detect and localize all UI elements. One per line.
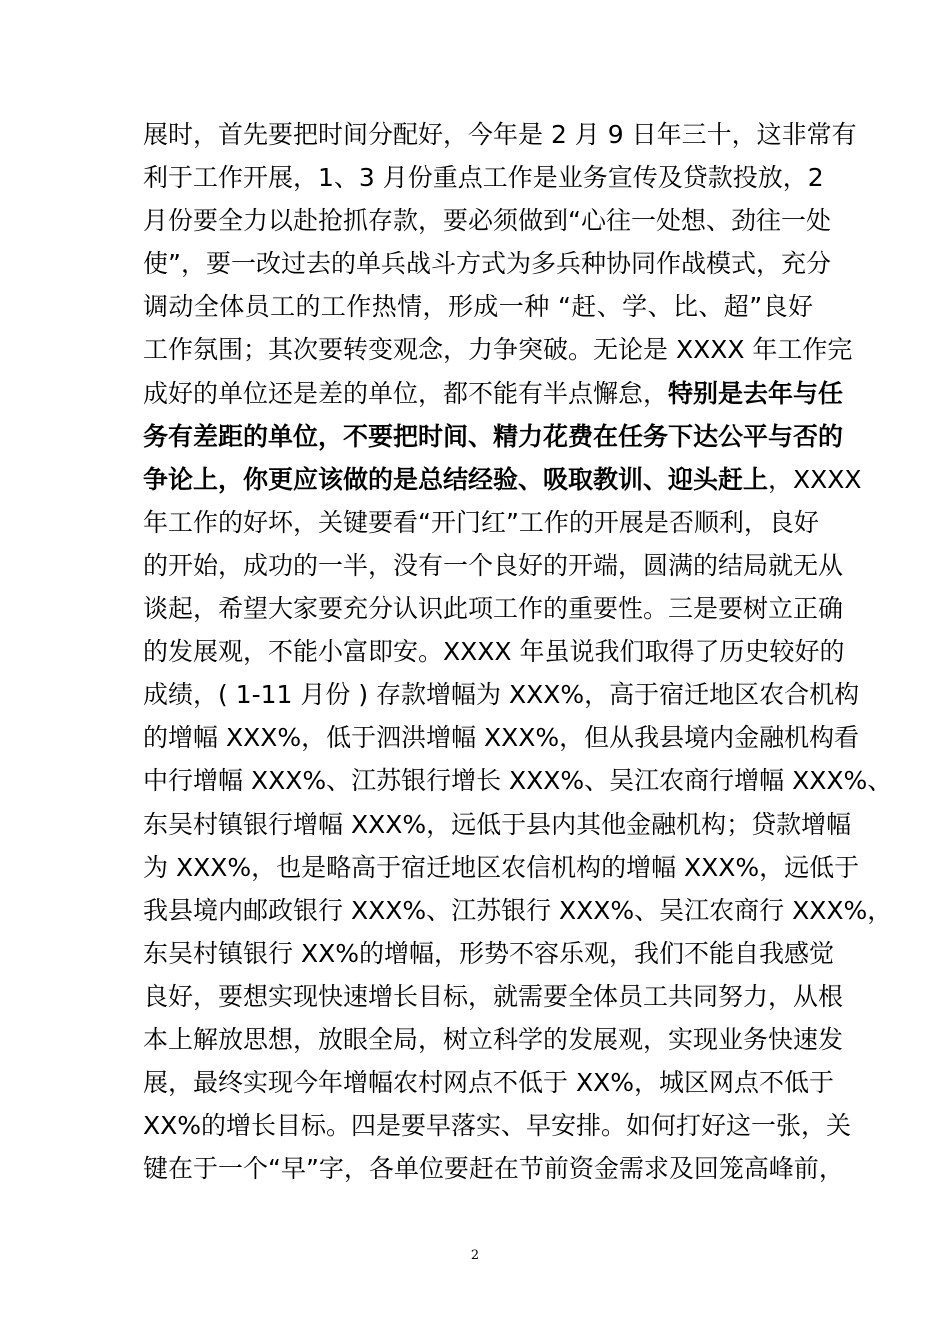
text-line: 月份要全力以赴抢抓存款，要必须做到“心往一处想、劲往一处 (143, 206, 831, 236)
text-line: 的开始，成功的一半，没有一个良好的开端，圆满的结局就无从 (143, 550, 844, 580)
text-line: 中行增幅 XXX%、江苏银行增长 XXX%、吴江农商行增幅 XXX%、 (143, 766, 893, 796)
text-line: 的发展观，不能小富即安。XXXX 年虽说我们取得了历史较好的 (143, 637, 845, 667)
text-segment: 成好的单位还是差的单位，都不能有半点懈怠， (143, 378, 669, 408)
text-line: 务有差距的单位，不要把时间、精力花费在任务下达公平与否的 (143, 421, 844, 451)
text-line: 展时，首先要把时间分配好，今年是 2 月 9 日年三十，这非常有 (143, 120, 857, 149)
page-number: 2 (470, 1248, 480, 1263)
text-line: XX%的增长目标。四是要早落实、早安排。如何打好这一张，关 (143, 1111, 852, 1141)
text-line: 工作氛围；其次要转变观念，力争突破。无论是 XXXX 年工作完 (143, 335, 853, 365)
text-line: 良好，要想实现快速增长目标，就需要全体员工共同努力，从根 (143, 981, 844, 1011)
text-line: 利于工作开展，1、3 月份重点工作是业务宣传及贷款投放，2 (143, 163, 824, 193)
text-line: 我县境内邮政银行 XXX%、江苏银行 XXX%、吴江农商行 XXX%， (143, 895, 893, 925)
bold-text-segment: 特别是去年与任 (668, 378, 844, 408)
text-line: 使”，要一改过去的单兵战斗方式为多兵种协同作战模式，充分 (143, 249, 831, 279)
text-line: 调动全体员工的工作热情，形成一种 “赶、学、比、超”良好 (143, 292, 813, 322)
bold-text-segment: 争论上，你更应该做的是总结经验、吸取教训、迎头赶上 (143, 464, 769, 494)
text-line: 东吴村镇银行 XX%的增幅，形势不容乐观，我们不能自我感觉 (143, 938, 834, 968)
text-line: 成绩，( 1-11 月份 ) 存款增幅为 XXX%，高于宿迁地区农合机构 (143, 680, 860, 710)
text-line: 展，最终实现今年增幅农村网点不低于 XX%，城区网点不低于 (143, 1068, 834, 1098)
text-segment: ，XXXX (768, 464, 862, 494)
body-text (143, 113, 893, 1190)
text-line: 东吴村镇银行增幅 XXX%，远低于县内其他金融机构；贷款增幅 (143, 809, 852, 839)
text-line: 为 XXX%，也是略高于宿迁地区农信机构的增幅 XXX%，远低于 (143, 852, 860, 882)
text-line: 谈起，希望大家要充分认识此项工作的重要性。三是要树立正确 (143, 594, 844, 624)
text-line (143, 372, 844, 415)
text-line: 键在于一个“早”字，各单位要赶在节前资金需求及回笼高峰前， (143, 1154, 844, 1184)
text-line: 年工作的好坏，关键要看“开门红”工作的开展是否顺利，良好 (143, 507, 819, 537)
text-line: 的增幅 XXX%，低于泗洪增幅 XXX%，但从我县境内金融机构看 (143, 723, 860, 753)
text-line: 本上解放思想，放眼全局，树立科学的发展观，实现业务快速发 (143, 1024, 844, 1054)
text-line (143, 458, 862, 501)
